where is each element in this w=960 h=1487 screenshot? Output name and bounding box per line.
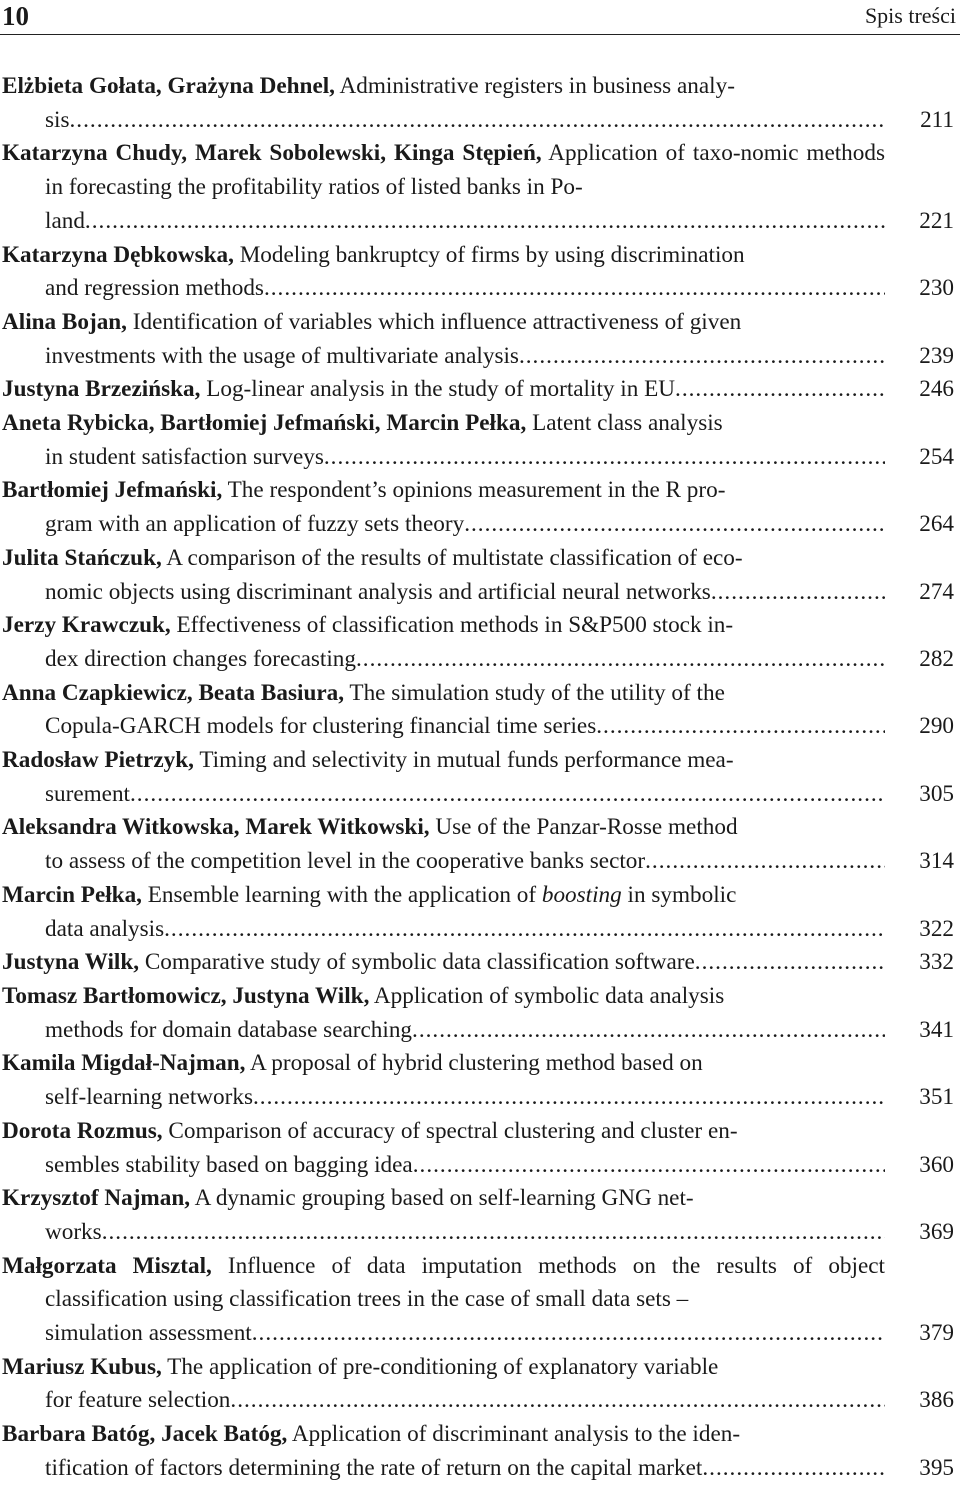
- entry-last-text: [45, 104, 70, 138]
- entry-lead-text: [0, 1115, 885, 1149]
- entry-title-lead: Application of symbolic data analysis: [373, 982, 725, 1009]
- entry-lead-text: [0, 1047, 885, 1081]
- entry-authors: Aleksandra Witkowska, Marek Witkowski,: [2, 814, 430, 841]
- entry-last-line: [0, 508, 885, 542]
- entry-title-last: nomic objects using discriminant analysis and artificial neural networks: [45, 578, 711, 605]
- entry-lead-text: [0, 137, 885, 204]
- toc-entry: [0, 373, 960, 407]
- dot-leader: [675, 373, 885, 407]
- toc-entry: [0, 946, 960, 980]
- dot-leader: [645, 845, 885, 879]
- entry-title-last: simulation assessment: [45, 1320, 252, 1347]
- dot-leader: [702, 1452, 885, 1486]
- entry-last-text: [45, 1452, 702, 1486]
- entry-authors: Mariusz Kubus,: [2, 1353, 162, 1380]
- entry-lead-text: [0, 1250, 885, 1317]
- entry-title-lead: Comparison of accuracy of spectral clustering and cluster en-: [168, 1117, 738, 1144]
- entry-title-lead: A dynamic grouping based on self-learning GNG net-: [194, 1185, 694, 1212]
- entry-title-lead: Identification of variables which influence attractiveness of given: [132, 308, 742, 335]
- entry-lead-text: [0, 811, 885, 845]
- entry-last-text: [45, 1216, 102, 1250]
- entry-title-last: to assess of the competition level in the cooperative banks sector: [45, 848, 646, 875]
- entry-title-last: land: [45, 207, 85, 234]
- entry-authors: Tomasz Bartłomowicz, Justyna Wilk,: [2, 982, 370, 1009]
- entry-title-lead: The simulation study of the utility of the: [349, 679, 725, 706]
- entry-last-line: [0, 205, 885, 239]
- entry-page-number: 254: [919, 443, 954, 470]
- dot-leader: [130, 778, 885, 812]
- dot-leader: [102, 1216, 885, 1250]
- dot-leader: [413, 1149, 885, 1183]
- entry-page-number: 322: [919, 915, 954, 942]
- entry-authors: Alina Bojan,: [2, 308, 127, 335]
- entry-last-text: [45, 340, 519, 374]
- entry-title-lead: A comparison of the results of multistate classification of eco-: [166, 544, 743, 571]
- entry-last-line: [0, 441, 885, 475]
- entry-title-last: dex direction changes forecasting: [45, 645, 356, 672]
- dot-leader: [464, 508, 885, 542]
- entry-page-number: 211: [920, 106, 954, 133]
- entry-title-lead: Modeling bankruptcy of firms by using discrimination: [239, 241, 745, 268]
- entry-page-number: 282: [919, 645, 954, 672]
- header-rule: [0, 34, 960, 35]
- entry-page-number: 351: [919, 1084, 954, 1111]
- toc-entry: [0, 879, 960, 946]
- entry-title-last: data analysis: [45, 915, 165, 942]
- dot-leader: [324, 441, 885, 475]
- entry-lead-text: [0, 1418, 885, 1452]
- toc-entry: [0, 306, 960, 373]
- entry-last-line: [0, 845, 885, 879]
- entry-authors: Małgorzata Misztal,: [2, 1252, 212, 1279]
- entry-last-line: [0, 710, 885, 744]
- entry-lead-text: [0, 306, 885, 340]
- entry-page-number: 264: [919, 511, 954, 538]
- entry-last-line: [0, 1149, 885, 1183]
- entry-last-text: [45, 205, 85, 239]
- entry-title-lead: Use of the Panzar-Rosse method: [435, 814, 738, 841]
- entry-title-lead: Timing and selectivity in mutual funds performance mea-: [199, 747, 734, 774]
- entry-title-lead: The application of pre-conditioning of explanatory variable: [167, 1353, 719, 1380]
- toc-entry: [0, 980, 960, 1047]
- entry-last-text: [45, 1384, 230, 1418]
- toc-entry: [0, 811, 960, 878]
- entry-lead-text: [0, 677, 885, 711]
- entry-title-last: self-learning networks: [45, 1084, 253, 1111]
- entry-last-line: [0, 1081, 885, 1115]
- entry-title-last: Copula-GARCH models for clustering financial time series: [45, 713, 597, 740]
- entry-page-number: 332: [919, 949, 954, 976]
- entry-last-text: [45, 845, 645, 879]
- dot-leader: [85, 205, 885, 239]
- entry-authors: Kamila Migdał-Najman,: [2, 1050, 246, 1077]
- toc-entry: [0, 1250, 960, 1351]
- entry-lead-text: [0, 239, 885, 273]
- entry-authors: Marcin Pełka,: [2, 881, 142, 908]
- entry-lead-text: [0, 1182, 885, 1216]
- dot-leader: [412, 1014, 885, 1048]
- toc-entry: [0, 474, 960, 541]
- entry-last-text: [2, 946, 695, 980]
- dot-leader: [252, 1317, 885, 1351]
- entry-last-text: [45, 441, 324, 475]
- entry-last-text: [45, 508, 464, 542]
- toc-entry: [0, 1115, 960, 1182]
- entry-page-number: 395: [919, 1454, 954, 1481]
- toc-entry: [0, 677, 960, 744]
- entry-page-number: 379: [919, 1320, 954, 1347]
- entry-page-number: 369: [919, 1218, 954, 1245]
- entry-lead-text: [0, 980, 885, 1014]
- entry-title-last: for feature selection: [45, 1387, 231, 1414]
- dot-leader: [230, 1384, 885, 1418]
- entry-page-number: 314: [919, 848, 954, 875]
- entry-page-number: 305: [919, 780, 954, 807]
- entry-last-line: [0, 913, 885, 947]
- entry-page-number: 246: [919, 376, 954, 403]
- page-header: [0, 0, 960, 36]
- entry-last-line: [0, 1216, 885, 1250]
- entry-page-number: 290: [919, 713, 954, 740]
- toc-entry: [0, 407, 960, 474]
- entry-title-lead: Effectiveness of classification methods in S&P500 stock in-: [176, 612, 734, 639]
- entry-page-number: 360: [919, 1151, 954, 1178]
- entry-page-number: 341: [919, 1016, 954, 1043]
- entry-lead-text: [0, 474, 885, 508]
- entry-title-last: sembles stability based on bagging idea: [45, 1151, 413, 1178]
- entry-title-last: Log-linear analysis in the study of mortality in EU: [206, 376, 676, 403]
- entry-authors: Jerzy Krawczuk,: [2, 612, 171, 639]
- running-head: Spis treści: [864, 3, 956, 28]
- toc-entry: [0, 1418, 960, 1485]
- dot-leader: [253, 1081, 885, 1115]
- entry-last-text: [45, 272, 264, 306]
- dot-leader: [356, 643, 885, 677]
- entry-last-text: [2, 373, 675, 407]
- entry-title-last: works: [45, 1218, 102, 1245]
- entry-title-lead: Application of taxo-nomic methods in forecasting the profitability ratios of listed banks in Po-: [45, 140, 885, 201]
- entry-title-lead: Influence of data imputation methods on the results of object classification using classification trees in the case of small data sets –: [45, 1252, 885, 1313]
- table-of-contents: [0, 70, 960, 1486]
- entry-last-line: [0, 104, 885, 138]
- entry-last-line: [0, 1014, 885, 1048]
- dot-leader: [70, 104, 886, 138]
- entry-last-text: [45, 1317, 252, 1351]
- entry-title-last: investments with the usage of multivariate analysis: [45, 342, 519, 369]
- toc-entry: [0, 609, 960, 676]
- entry-authors: Elżbieta Gołata, Grażyna Dehnel,: [2, 73, 335, 99]
- entry-title-last: Comparative study of symbolic data classification software: [144, 949, 695, 976]
- toc-entry: [0, 239, 960, 306]
- entry-title-last: methods for domain database searching: [45, 1016, 413, 1043]
- entry-title-last: tification of factors determining the rate of return on the capital market: [45, 1454, 703, 1481]
- entry-title-after-italic: in symbolic: [627, 881, 737, 908]
- entry-page-number: 221: [919, 207, 954, 234]
- entry-authors: Radosław Pietrzyk,: [2, 747, 194, 774]
- entry-last-line: [0, 272, 885, 306]
- entry-title-lead: Ensemble learning with the application of: [147, 881, 537, 908]
- dot-leader: [264, 272, 885, 306]
- entry-page-number: 274: [919, 578, 954, 605]
- toc-entry: [0, 1182, 960, 1249]
- entry-last-line: [0, 643, 885, 677]
- toc-entry: [0, 1351, 960, 1418]
- entry-last-text: [45, 913, 164, 947]
- entry-title-lead: A proposal of hybrid clustering method based on: [250, 1050, 703, 1077]
- entry-title-lead: Administrative registers in business analy-: [339, 73, 735, 99]
- dot-leader: [519, 340, 885, 374]
- page-number: 10: [2, 1, 29, 31]
- entry-authors: Krzysztof Najman,: [2, 1185, 191, 1212]
- entry-title-last: in student satisfaction surveys: [45, 443, 324, 470]
- entry-last-line: [0, 340, 885, 374]
- entry-page-number: 386: [919, 1387, 954, 1414]
- entry-title-last: surement: [45, 780, 130, 807]
- entry-title-lead: The respondent’s opinions measurement in the R pro-: [227, 477, 726, 504]
- entry-last-text: [45, 1014, 412, 1048]
- entry-page-number: 230: [919, 275, 954, 302]
- dot-leader: [164, 913, 885, 947]
- entry-last-text: [45, 778, 130, 812]
- entry-last-line: [0, 373, 885, 407]
- entry-title-last: sis: [45, 106, 70, 133]
- toc-entry: [0, 137, 960, 238]
- entry-lead-text: [0, 879, 885, 913]
- entry-last-line: [0, 1384, 885, 1418]
- entry-last-text: [45, 576, 711, 610]
- entry-authors: Julita Stańczuk,: [2, 544, 162, 571]
- entry-last-text: [45, 1149, 413, 1183]
- entry-title-italic: boosting: [541, 881, 622, 908]
- entry-title-lead: Latent class analysis: [532, 410, 723, 437]
- entry-authors: Katarzyna Dębkowska,: [2, 241, 234, 268]
- entry-authors: Justyna Wilk,: [2, 949, 140, 976]
- entry-lead-text: [0, 70, 885, 104]
- toc-entry: [0, 744, 960, 811]
- dot-leader: [695, 946, 885, 980]
- dot-leader: [711, 576, 885, 610]
- toc-entry: [0, 542, 960, 609]
- entry-authors: Aneta Rybicka, Bartłomiej Jefmański, Marcin Pełka,: [2, 410, 527, 437]
- entry-lead-text: [0, 744, 885, 778]
- entry-authors: Dorota Rozmus,: [2, 1117, 163, 1144]
- entry-authors: Bartłomiej Jefmański,: [2, 477, 223, 504]
- entry-lead-text: [0, 542, 885, 576]
- entry-last-line: [0, 1452, 885, 1486]
- entry-last-text: [45, 710, 596, 744]
- toc-entry: [0, 70, 960, 137]
- entry-last-line: [0, 576, 885, 610]
- entry-last-line: [0, 1317, 885, 1351]
- entry-title-last: and regression methods: [45, 275, 264, 302]
- entry-last-text: [45, 1081, 253, 1115]
- entry-lead-text: [0, 1351, 885, 1385]
- entry-last-line: [0, 778, 885, 812]
- entry-authors: Anna Czapkiewicz, Beata Basiura,: [2, 679, 345, 706]
- entry-lead-text: [0, 609, 885, 643]
- entry-last-text: [45, 643, 356, 677]
- toc-entry: [0, 1047, 960, 1114]
- entry-last-line: [0, 946, 885, 980]
- entry-title-lead: Application of discriminant analysis to the iden-: [291, 1421, 741, 1448]
- entry-title-last: gram with an application of fuzzy sets theory: [45, 511, 465, 538]
- entry-authors: Katarzyna Chudy, Marek Sobolewski, Kinga Stępień,: [2, 140, 542, 167]
- entry-lead-text: [0, 407, 885, 441]
- dot-leader: [596, 710, 885, 744]
- entry-authors: Barbara Batóg, Jacek Batóg,: [2, 1421, 288, 1448]
- entry-page-number: 239: [919, 342, 954, 369]
- entry-authors: Justyna Brzezińska,: [2, 376, 201, 403]
